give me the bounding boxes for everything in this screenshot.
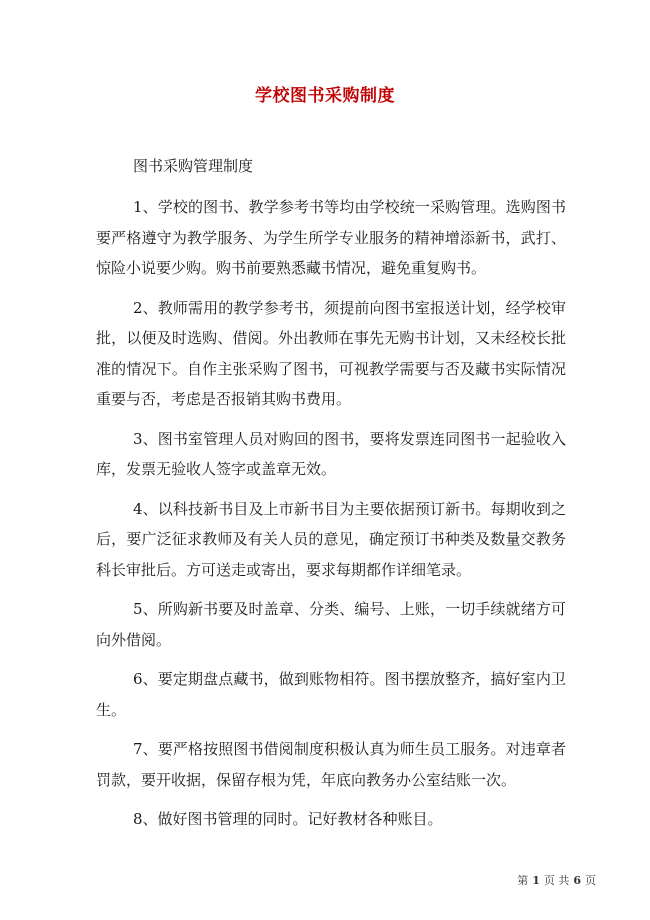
page-footer bbox=[517, 872, 596, 888]
paragraph-3: 3、图书室管理人员对购回的图书，要将发票连同图书一起验收入库，发票无验收人签字或盖章无效。 bbox=[96, 429, 566, 478]
paragraph-8: 8、做好图书管理的同时。记好教材各种账目。 bbox=[133, 810, 443, 828]
paragraph-2: 2、教师需用的教学参考书，须提前向图书室报送计划，经学校审批，以便及时选购、借阅。外出教师在事先无购书计划，又未经校长批准的情况下。自作主张采购了图书，可视教学需要与否及藏书实际情况重要与否，考虑是否报销其购书费用。 bbox=[96, 298, 566, 408]
footer-total-pages: 6 bbox=[573, 874, 581, 887]
paragraph-5: 5、所购新书要及时盖章、分类、编号、上账，一切手续就绪方可向外借阅。 bbox=[96, 600, 566, 649]
paragraph-6: 6、要定期盘点藏书，做到账物相符。图书摆放整齐，搞好室内卫生。 bbox=[96, 670, 566, 719]
footer-suffix: 页 bbox=[585, 874, 596, 887]
paragraph-7: 7、要严格按照图书借阅制度积极认真为师生员工服务。对违章者罚款，要开收据，保留存根为凭，年底向教务办公室结账一次。 bbox=[96, 740, 566, 789]
footer-middle: 页 共 bbox=[543, 874, 570, 887]
paragraph-4: 4、以科技新书目及上市新书目为主要依据预订新书。每期收到之后，要广泛征求教师及有关人员的意见，确定预订书种类及数量交教务科长审批后。方可送走或寄出，要求每期都作详细笔录。 bbox=[96, 499, 566, 579]
document-body bbox=[96, 150, 566, 844]
document-title: 学校图书采购制度 bbox=[255, 86, 395, 106]
footer-page-number: 1 bbox=[532, 874, 540, 887]
paragraph-1: 1、学校的图书、教学参考书等均由学校统一采购管理。选购图书要严格遵守为教学服务、为学生所学专业服务的精神增添新书，武打、惊险小说要少购。购书前要熟悉藏书情况，避免重复购书。 bbox=[96, 198, 566, 277]
document-subtitle: 图书采购管理制度 bbox=[133, 157, 254, 175]
footer-prefix: 第 bbox=[517, 874, 529, 887]
